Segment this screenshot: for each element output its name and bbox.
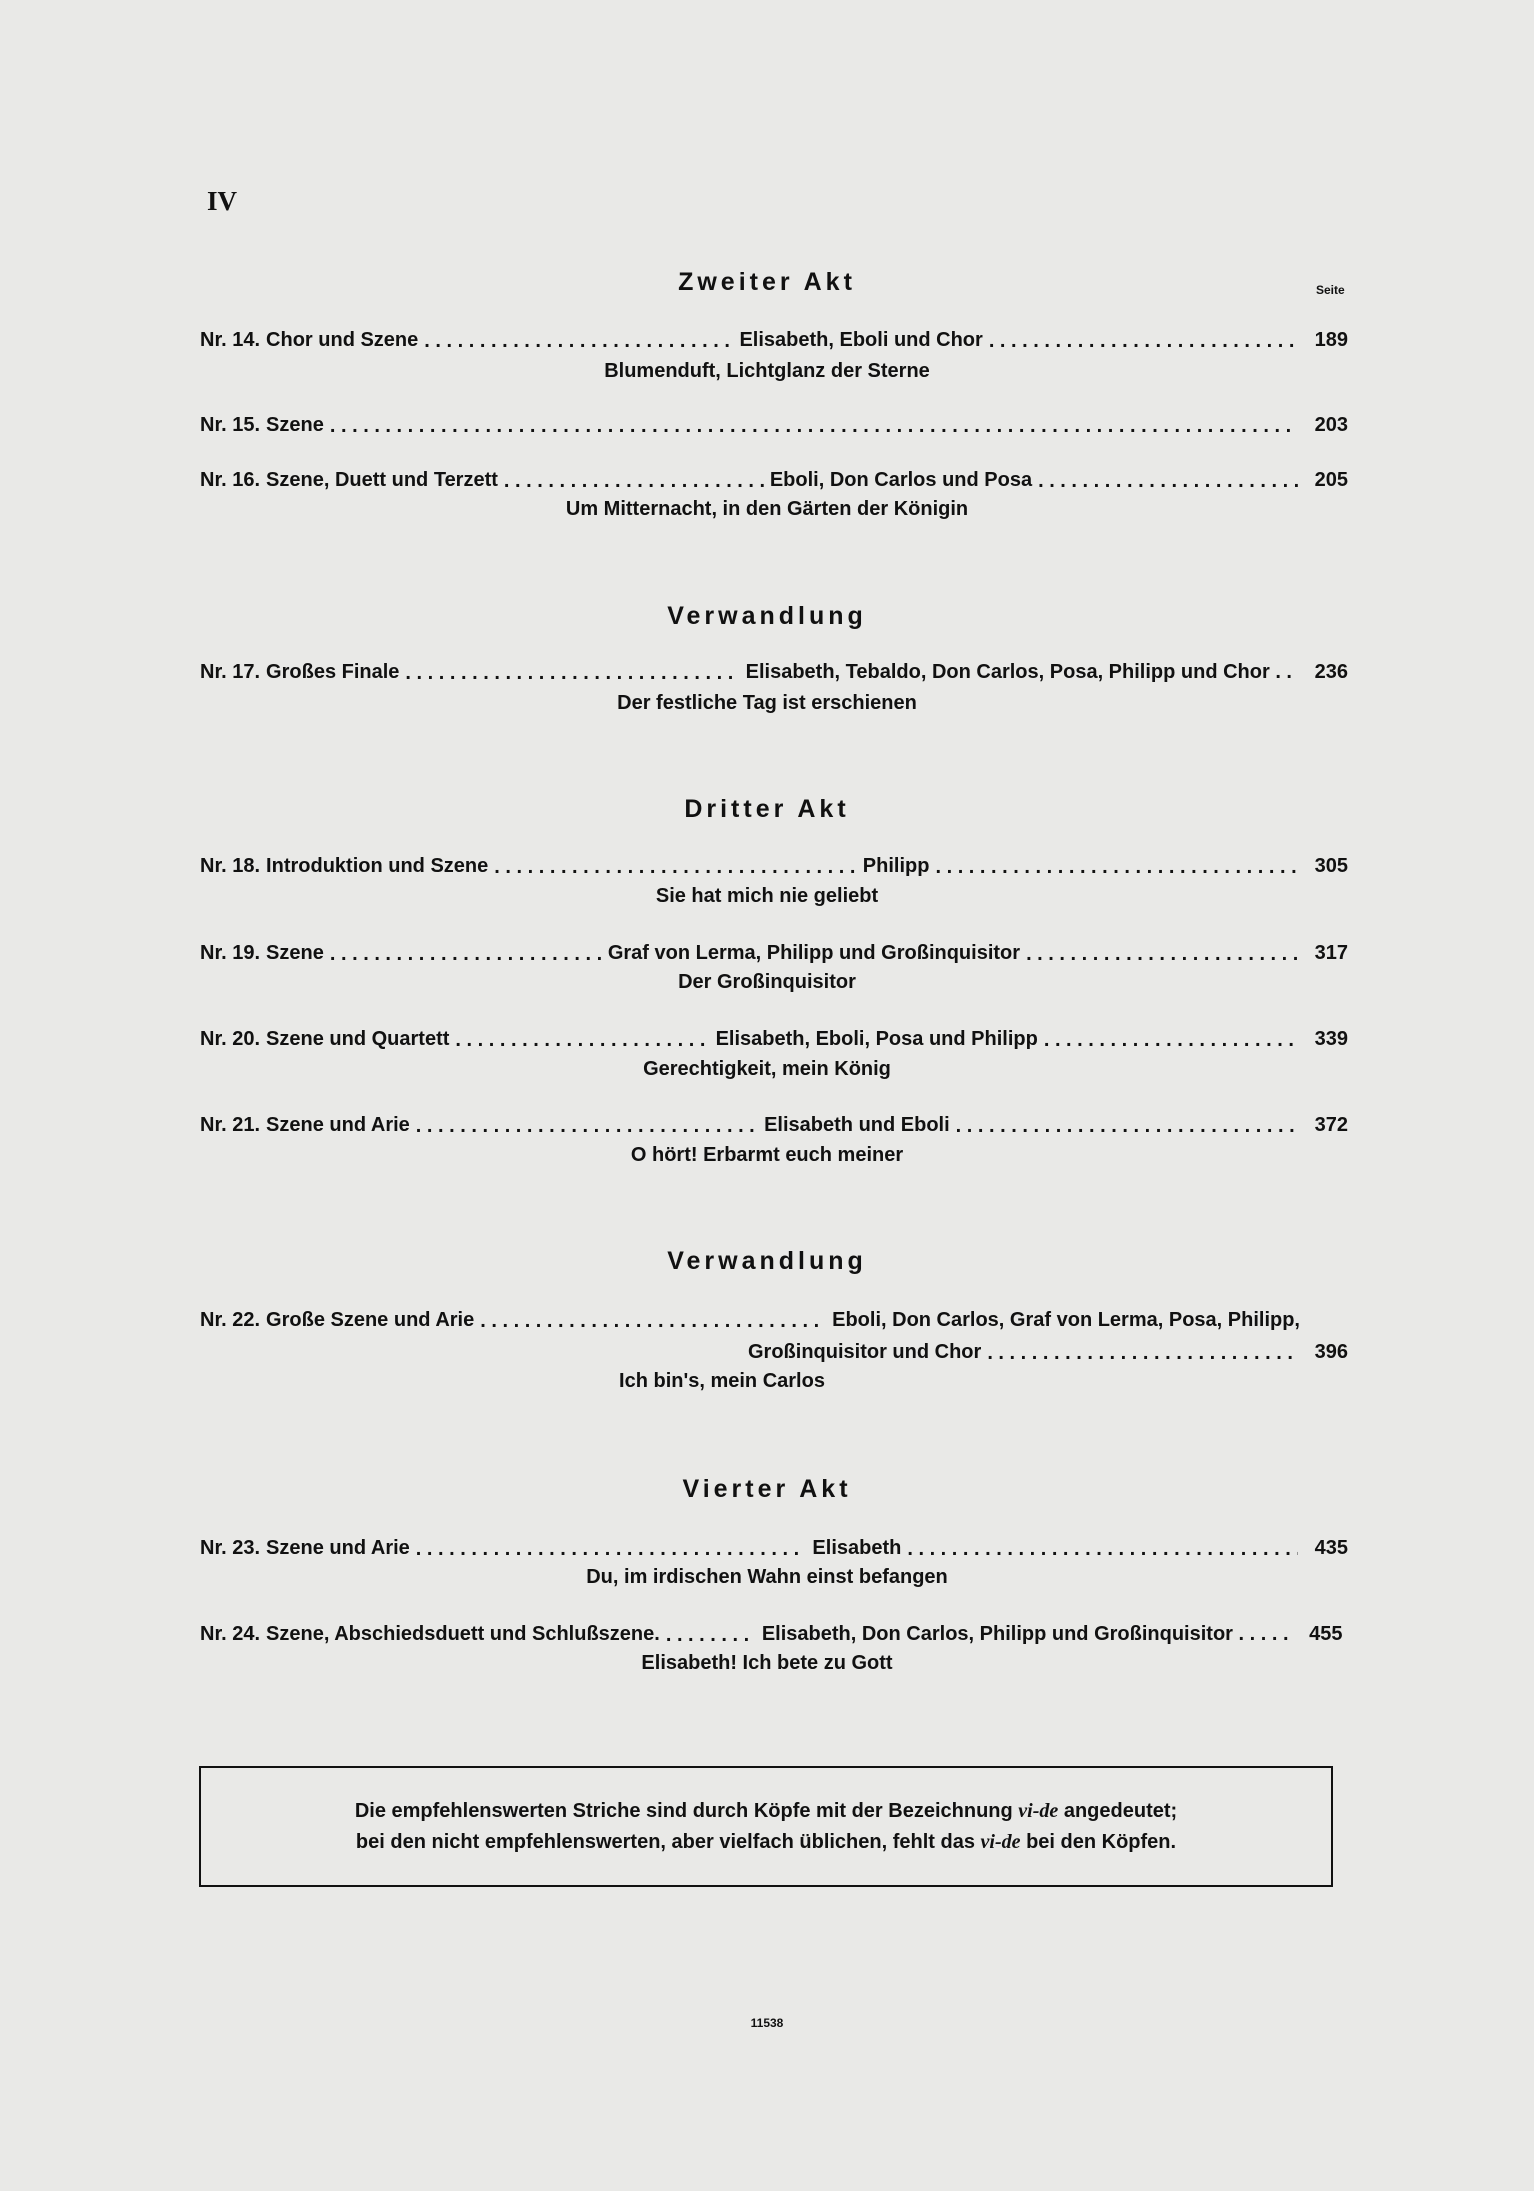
dot-leader — [424, 330, 733, 352]
entry-page: 205 — [1314, 469, 1348, 491]
notice-text: bei den Köpfen. — [1026, 1830, 1177, 1853]
entry-roles: Eboli, Don Carlos und Posa — [769, 469, 1033, 491]
vide-marker: vi-de — [980, 1830, 1021, 1853]
entry-subtitle: Blumenduft, Lichtglanz der Sterne — [604, 360, 930, 382]
dot-leader — [330, 943, 602, 965]
entry-subtitle: Der Großinquisitor — [678, 971, 856, 993]
act-heading-2: Zweiter Akt — [678, 268, 856, 296]
entry-subtitle: Gerechtigkeit, mein König — [643, 1058, 891, 1080]
dot-leader — [330, 415, 1298, 437]
entry-number: Nr. 24. — [200, 1623, 261, 1645]
entry-roles: Elisabeth und Eboli — [764, 1114, 950, 1136]
entry-number: Nr. 18. — [200, 855, 261, 877]
entry-roles-continued: Großinquisitor und Chor — [748, 1341, 982, 1363]
dot-leader — [989, 330, 1298, 352]
dot-leader — [987, 1342, 1298, 1364]
entry-subtitle: Elisabeth! Ich bete zu Gott — [641, 1652, 893, 1674]
entry-title: Szene und Arie — [266, 1114, 410, 1136]
entry-title: Introduktion und Szene — [266, 855, 489, 877]
entry-number: Nr. 20. — [200, 1028, 261, 1050]
toc-entry — [200, 460, 1348, 492]
toc-entry — [200, 933, 1348, 965]
entry-page: 339 — [1314, 1028, 1348, 1050]
entry-title: Chor und Szene — [266, 329, 419, 351]
notice-text: Die empfehlenswerten Striche sind durch Köpfe mit der Bezeichnung — [354, 1799, 1013, 1822]
cuts-notice-box — [199, 1766, 1333, 1887]
entry-page: 189 — [1314, 329, 1348, 351]
entry-subtitle: Sie hat mich nie geliebt — [655, 885, 879, 907]
toc-entry — [200, 652, 1348, 684]
notice-line-1 — [201, 1800, 1331, 1823]
transformation-heading: Verwandlung — [667, 1247, 867, 1275]
entry-number: Nr. 16. — [200, 469, 261, 491]
entry-number: Nr. 15. — [200, 414, 261, 436]
toc-entry — [200, 846, 1348, 878]
dot-leader — [494, 856, 857, 878]
toc-entry — [200, 405, 1348, 437]
dot-leader — [666, 1624, 756, 1646]
entry-number: Nr. 17. — [200, 661, 261, 683]
entry-subtitle: O hört! Erbarmt euch meiner — [630, 1144, 904, 1166]
entry-page: 305 — [1314, 855, 1348, 877]
transformation-heading: Verwandlung — [667, 602, 867, 630]
dot-leader — [455, 1029, 709, 1051]
notice-line-2 — [201, 1831, 1331, 1854]
dot-leader — [1044, 1029, 1298, 1051]
toc-entry — [200, 1300, 1348, 1370]
dot-leader — [935, 856, 1298, 878]
act-heading-4: Vierter Akt — [682, 1475, 852, 1503]
entry-page: 317 — [1314, 942, 1349, 964]
dot-leader — [480, 1310, 826, 1332]
entry-title: Szene — [266, 942, 324, 964]
entry-page: 435 — [1314, 1537, 1348, 1559]
dot-leader — [1026, 943, 1298, 965]
toc-entry — [200, 320, 1348, 352]
toc-entry — [200, 1105, 1348, 1137]
entry-page: 396 — [1314, 1341, 1348, 1363]
entry-title: Großes Finale — [266, 661, 400, 683]
dot-leader — [416, 1538, 807, 1560]
act-heading-3: Dritter Akt — [684, 795, 850, 823]
entry-page: 455 — [1309, 1623, 1343, 1645]
page-column-label: Seite — [1316, 283, 1345, 297]
entry-page: 372 — [1314, 1114, 1348, 1136]
entry-roles: Elisabeth, Don Carlos, Philipp und Großinquisitor . . . . . — [761, 1623, 1289, 1645]
toc-entry — [200, 1019, 1348, 1051]
notice-text: angedeutet; — [1063, 1799, 1178, 1822]
entry-title: Große Szene und Arie — [266, 1309, 475, 1331]
entry-page: 203 — [1314, 414, 1348, 436]
entry-title: Szene und Arie — [266, 1537, 410, 1559]
toc-entry — [200, 1528, 1348, 1560]
plate-number: 11538 — [750, 2016, 784, 2030]
entry-number: Nr. 22. — [200, 1309, 261, 1331]
entry-title: Szene und Quartett — [266, 1028, 450, 1050]
entry-number: Nr. 21. — [200, 1114, 261, 1136]
notice-text: bei den nicht empfehlenswerten, aber vielfach üblichen, fehlt das — [355, 1830, 975, 1853]
entry-subtitle: Du, im irdischen Wahn einst befangen — [586, 1566, 948, 1588]
dot-leader — [907, 1538, 1298, 1560]
entry-subtitle: Um Mitternacht, in den Gärten der Königin — [565, 498, 969, 520]
entry-subtitle: Ich bin's, mein Carlos — [619, 1370, 825, 1392]
entry-title: Szene, Duett und Terzett — [266, 469, 498, 491]
entry-roles: Elisabeth, Eboli, Posa und Philipp — [715, 1028, 1038, 1050]
toc-entry — [200, 1614, 1348, 1646]
dot-leader — [416, 1115, 758, 1137]
entry-title: Szene, Abschiedsduett und Schlußszene. — [266, 1623, 660, 1645]
dot-leader — [504, 470, 764, 492]
entry-roles: Eboli, Don Carlos, Graf von Lerma, Posa, Philipp, — [832, 1309, 1300, 1331]
entry-roles: Elisabeth — [812, 1537, 902, 1559]
dot-leader — [1038, 470, 1298, 492]
entry-roles: Elisabeth, Tebaldo, Don Carlos, Posa, Philipp und Chor . . — [745, 661, 1292, 683]
entry-roles: Philipp — [862, 855, 930, 877]
entry-number: Nr. 19. — [200, 942, 261, 964]
page-folio: IV — [207, 186, 238, 216]
entry-number: Nr. 23. — [200, 1537, 261, 1559]
vide-marker: vi-de — [1018, 1799, 1059, 1822]
entry-number: Nr. 14. — [200, 329, 261, 351]
entry-roles: Graf von Lerma, Philipp und Großinquisitor — [607, 942, 1021, 964]
entry-subtitle: Der festliche Tag ist erschienen — [617, 692, 917, 714]
entry-title: Szene — [266, 414, 324, 436]
dot-leader — [956, 1115, 1298, 1137]
entry-roles: Elisabeth, Eboli und Chor — [739, 329, 983, 351]
dot-leader — [405, 662, 739, 684]
entry-page: 236 — [1314, 661, 1348, 683]
